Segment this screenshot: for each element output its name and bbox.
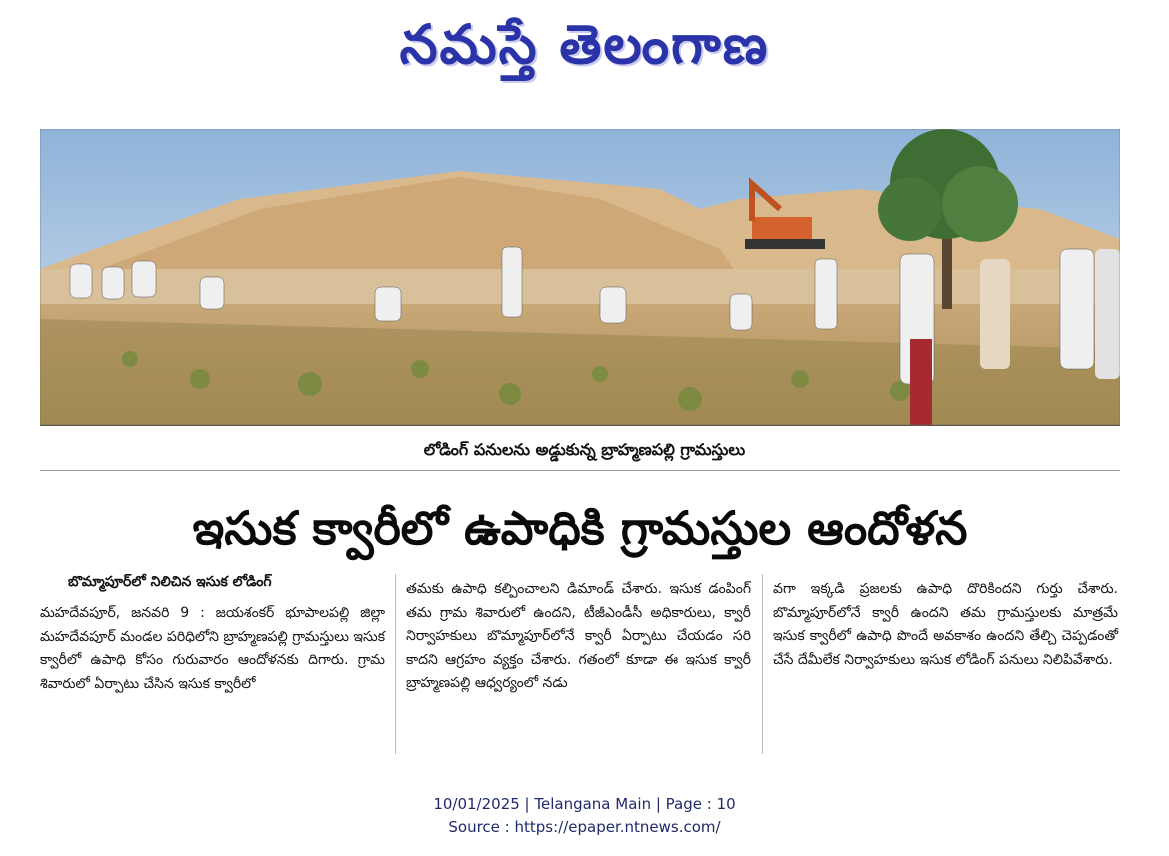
headline: ఇసుక క్వారీలో ఉపాధికి గ్రామస్తుల ఆందోళన [192,501,968,555]
masthead-logo: నమస్తే తెలంగాణ [399,12,770,76]
column-divider [395,574,396,754]
subhead: బొమ్మాపూర్‌లో నిలిచిన ఇసుక లోడింగ్ [68,574,272,590]
photo-caption: లోడింగ్ పనులను అడ్డుకున్న బ్రాహ్మణపల్లి గ్రామస్తులు [423,440,746,459]
footer-source-line: Source : https://epaper.ntnews.com/ [448,818,721,836]
sand-quarry-illustration [40,129,1120,425]
column-text: తమకు ఉపాధి కల్పించాలని డిమాండ్ చేశారు. ఇసుక డంపింగ్ తమ గ్రామ శివారులో ఉందని, టీజీఎండీసీ అధికారులు, క్వారీ నిర్వాహకులు బొమ్మాపూర్‌లోనే క్వారీ ఏర్పాటు చేయడం సరి కాదని ఆగ్రహం వ్యక్తం చేశారు. గతంలో కూడా ఈ ఇసుక క్వారీ బ్రాహ్మణపల్లి ఆధ్వర్యంలో నడు [406,581,751,692]
article-column-3 [773,578,1118,672]
news-photo [40,129,1120,426]
column-text: వగా ఇక్కడి ప్రజలకు ఉపాధి దొరికిందని గుర్తు చేశారు. బొమ్మాపూర్‌లోనే క్వారీ ఉందని తమ గ్రామస్తులకు మాత్రమే ఇసుక క్వారీలో ఉపాధి పొందే అవకాశం ఉందని తేల్చి చెప్పడంతో చేసే దేమీలేక నిర్వాహకులు ఇసుక లోడింగ్ పనులు నిలిపివేశారు. [773,581,1118,668]
article-column-1 [40,602,385,696]
column-text: మహదేవపూర్, జనవరి 9 : జయశంకర్ భూపాలపల్లి జిల్లా మహదేవపూర్ మండల పరిధిలోని బ్రాహ్మణపల్లి గ్రామస్తులు ఇసుక క్వారీలో ఉపాధి కోసం గురువారం ఆందోళనకు దిగారు. గ్రామ శివారులో ఏర్పాటు చేసిన ఇసుక క్వారీలో [40,605,385,692]
footer-edition-line: 10/01/2025 | Telangana Main | Page : 10 [433,795,736,813]
divider [40,470,1120,471]
article-column-2 [406,578,751,696]
faded-print-strip [780,96,1042,106]
column-divider [762,574,763,754]
